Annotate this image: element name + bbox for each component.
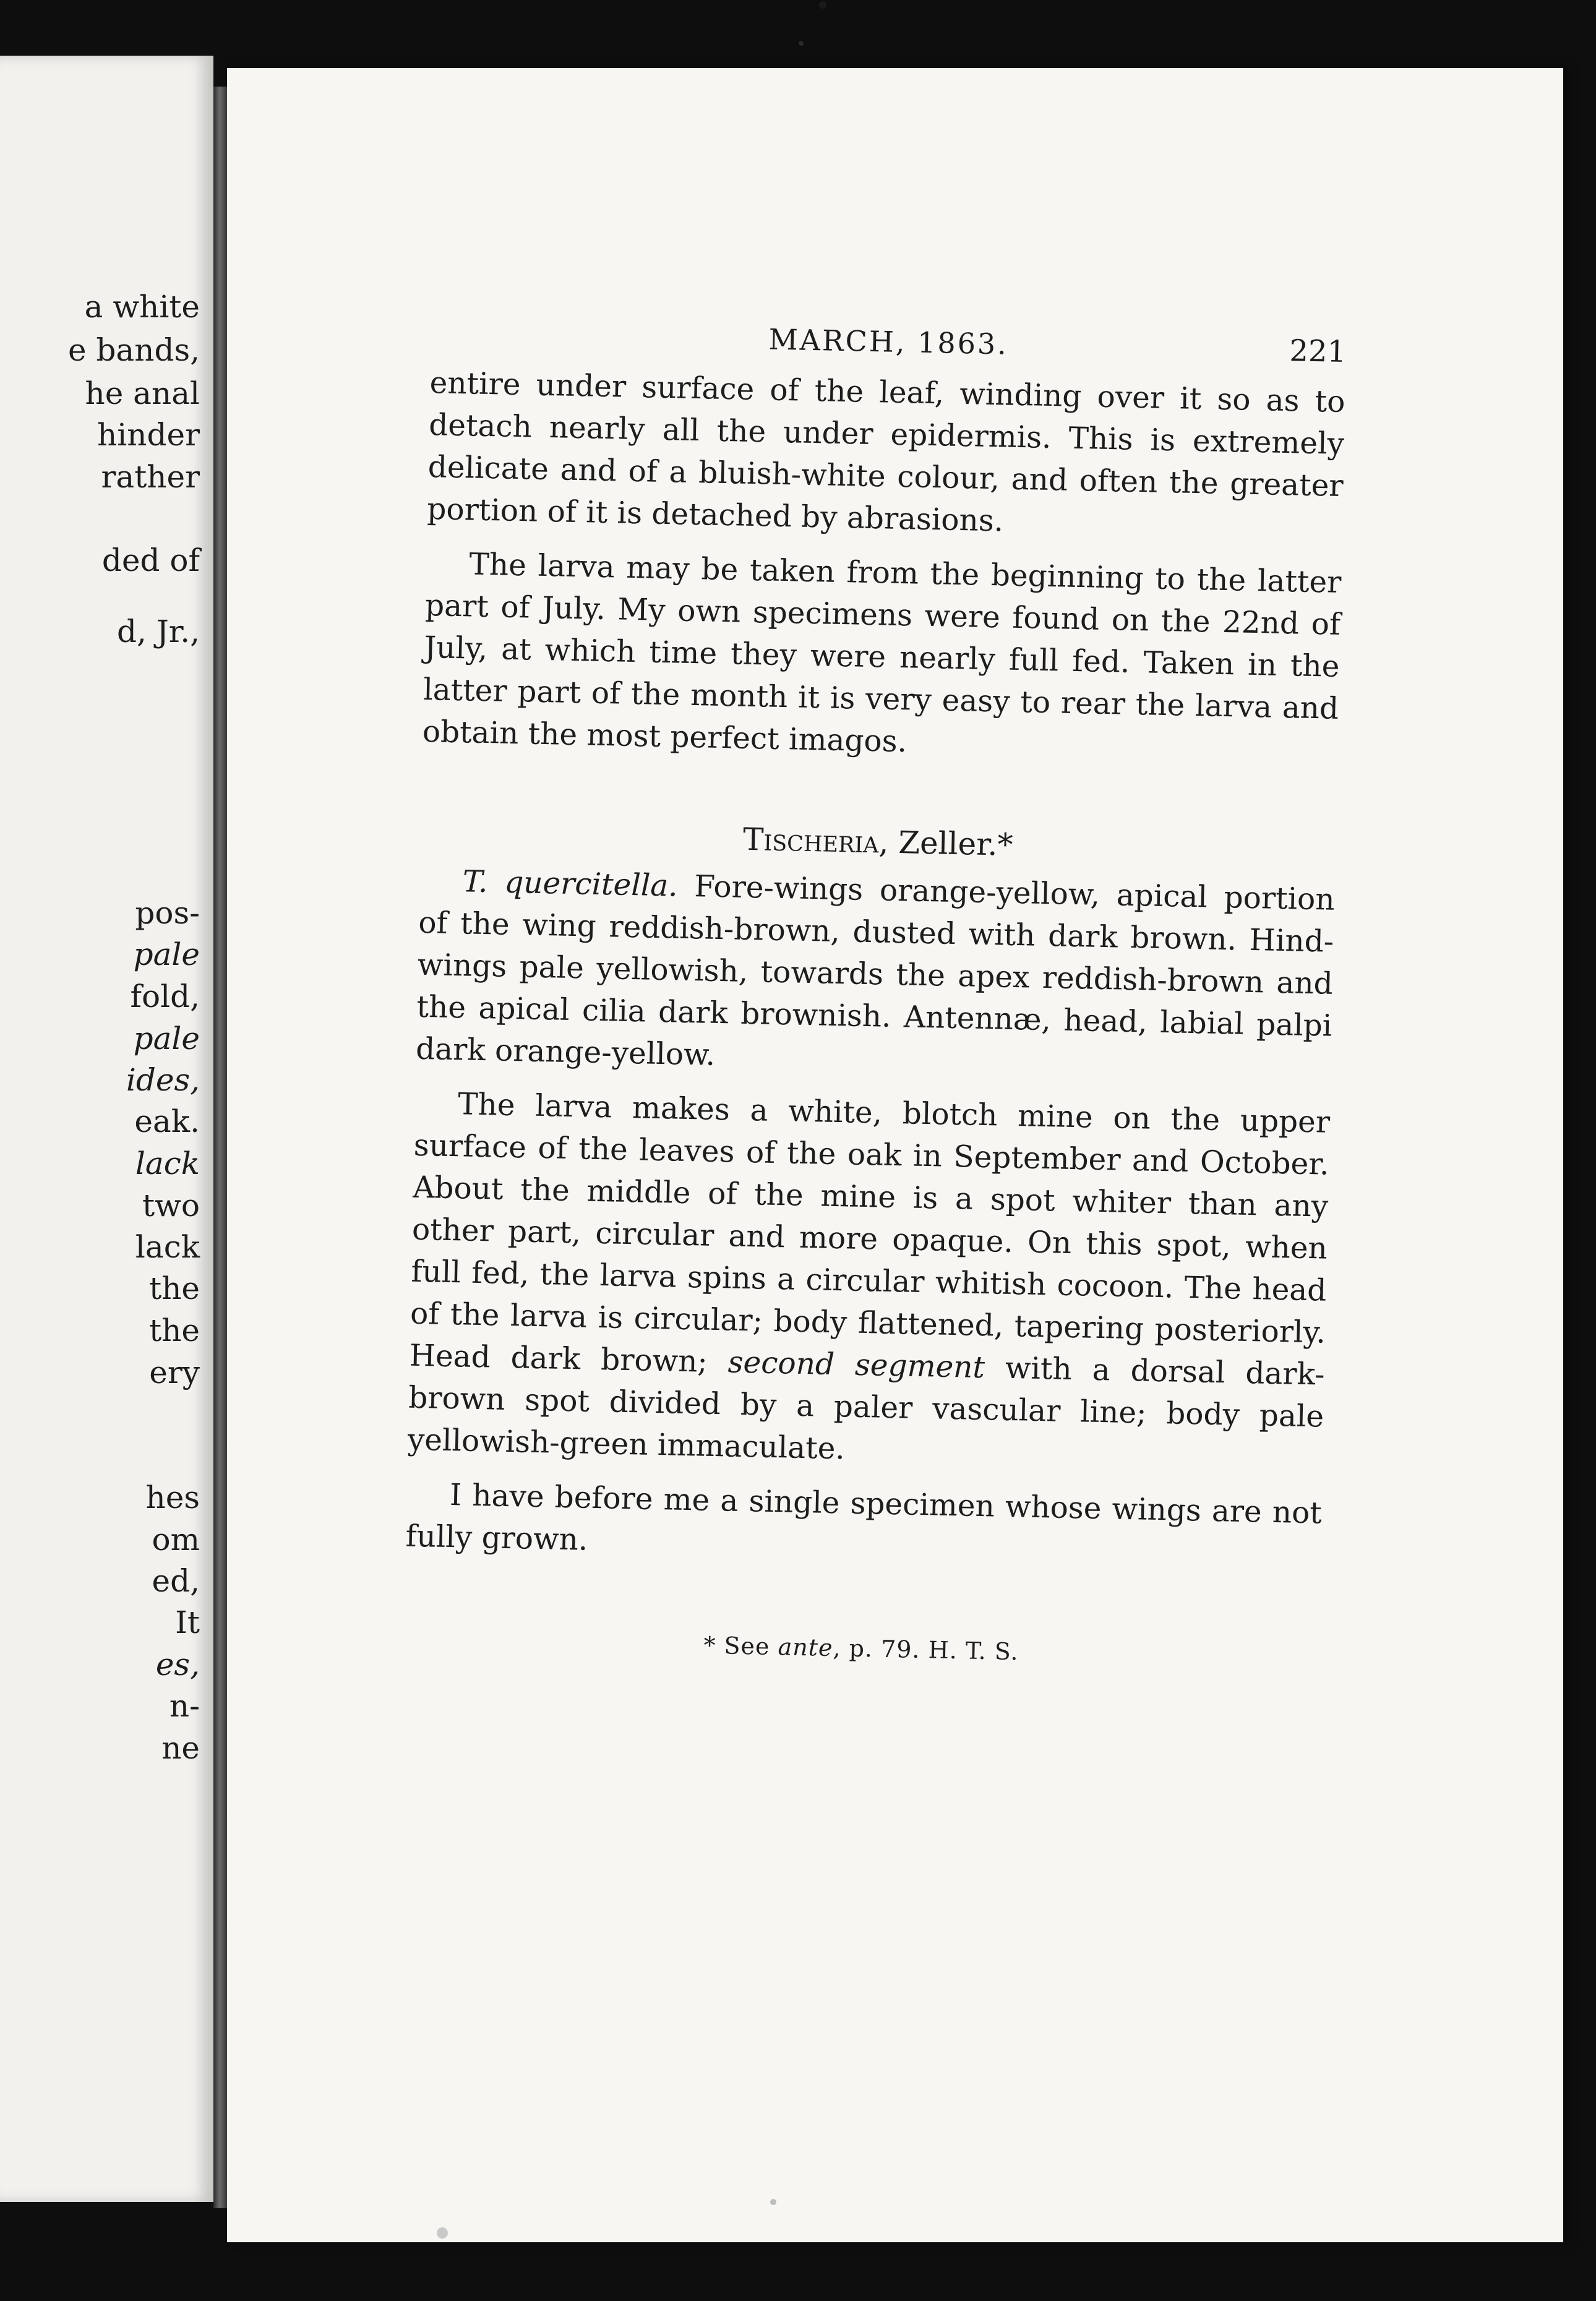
left-page-line: e bands, [67, 332, 200, 368]
footnote-reference: , p. 79. H. T. S. [833, 1634, 1019, 1666]
left-page-line: pos- [135, 895, 200, 931]
left-page-line: It [175, 1605, 200, 1640]
larva-text-start: The larva makes a white, blotch mine on the upper surface of the leaves of the oak in September and October. About the middle of the mine is a spot whiter than any other part, circular and more opaque. On this spot, when full fed, the larva spins a circular whitish cocoon. The head of the larva is circular; body flattened, tapering posteriorly. Head dark brown; [409, 1087, 1331, 1380]
book-gutter [213, 87, 227, 2208]
left-page-line: hinder [97, 417, 200, 453]
left-page-line: ides, [126, 1062, 200, 1098]
left-page-line: ed, [152, 1563, 200, 1599]
species-description: Fore-wings orange-yellow, apical portion of the wing reddish-brown, dusted with dark brown. Hind-wings pale yellowish, towards the apex reddish-brown and the apical cilia dark brownish. Antennæ, head, labial palpi dark orange-yellow. [415, 869, 1336, 1073]
left-page-line: d, Jr., [116, 614, 200, 649]
left-page-line: om [152, 1522, 200, 1558]
left-page-line: rather [101, 459, 200, 495]
species-name: T. quercitella. [462, 864, 679, 904]
left-page-line: the [149, 1313, 200, 1348]
paragraph-mine-description: entire under surface of the leaf, winding over it so as to detach nearly all the under epidermis. This is extremely delicate and of a bluish-white colour, and often the greater portion of it is detached by abrasions. [426, 365, 1345, 539]
larva-text-end: with a dorsal dark-brown spot divided by a paler vascular line; body pale yellowish-green immaculate. [407, 1350, 1326, 1467]
paragraph-species-description [415, 860, 1335, 1089]
larva-emphasis: second segment [727, 1345, 985, 1386]
left-page-line: lack [135, 1229, 200, 1265]
left-page-line: he anal [85, 375, 200, 411]
footnote [403, 1626, 1319, 1672]
left-page-line: ne [161, 1730, 200, 1766]
left-page-line: lack [135, 1146, 200, 1181]
paragraph-specimen-note: I have before me a single specimen whose wings are not fully grown. [405, 1478, 1323, 1558]
page-number: 221 [1289, 333, 1347, 369]
left-page-line: the [149, 1270, 200, 1306]
genus-name: Tischeria [742, 821, 880, 860]
footnote-emphasis: ante [778, 1633, 833, 1662]
paragraph-larva-description [407, 1082, 1330, 1480]
left-page-line: a white [84, 289, 200, 325]
running-head: MARCH, 1863. [768, 322, 1009, 361]
left-page-line: hes [145, 1480, 200, 1515]
left-page-line: eak. [134, 1103, 200, 1139]
left-page-line: ery [149, 1355, 200, 1390]
left-page-line: pale [133, 936, 200, 972]
left-page-line: ded of [101, 542, 200, 578]
left-page-fragment [0, 56, 213, 2202]
left-page-line: two [142, 1188, 200, 1223]
left-page-line: pale [133, 1021, 200, 1056]
paragraph-larva-timing: The larva may be taken from the beginning to the latter part of July. My own specimens were found on the 22nd of July, at which time they were nearly full fed. Taken in the latter part of the month it is very easy to rear the larva and obtain the most perfect imagos. [422, 547, 1342, 760]
right-page [227, 68, 1563, 2242]
left-page-line: fold, [130, 979, 200, 1014]
page-text-block [403, 315, 1347, 1672]
left-page-line: es, [155, 1647, 200, 1682]
footnote-marker: * See [703, 1631, 779, 1661]
left-page-line: n- [169, 1688, 200, 1724]
genus-author: , Zeller.* [878, 824, 1014, 863]
